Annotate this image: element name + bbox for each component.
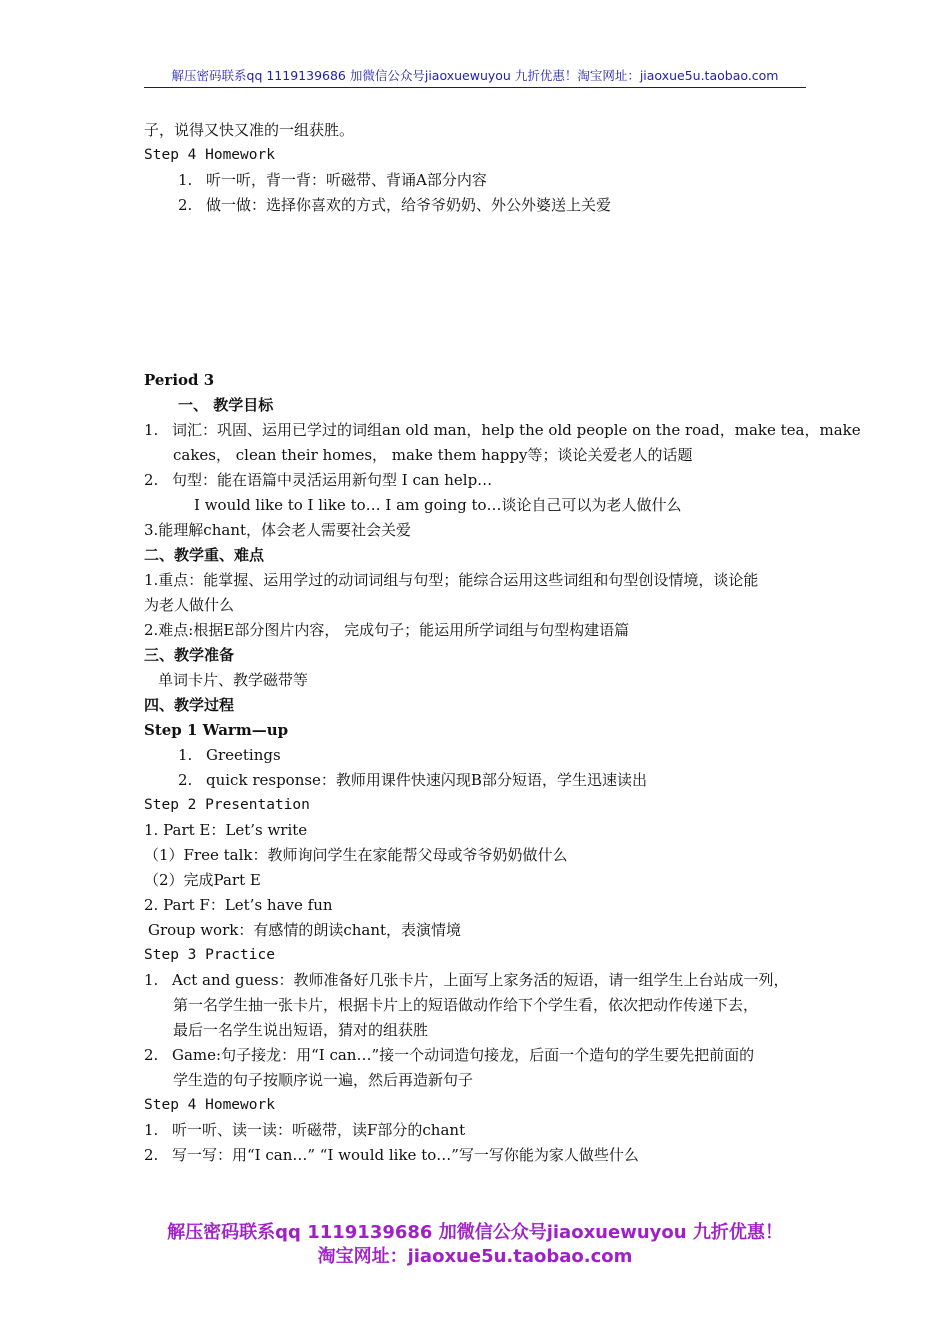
spacer [144, 218, 814, 368]
list-number: 2. [178, 196, 193, 214]
list-number: 1. [144, 421, 159, 439]
step2-heading: Step 2 Presentation [144, 797, 310, 813]
list-number: 1. [144, 1121, 159, 1139]
list-item [144, 768, 814, 793]
list-text: 听一听，背一背：听磁带、背诵A部分内容 [206, 171, 487, 189]
list-number: 1. [178, 746, 193, 764]
step4-heading: Step 4 Homework [144, 1097, 275, 1113]
sub-item: （2）完成Part E [144, 871, 261, 889]
practice-continuation: 学生造的句子按顺序说一遍，然后再造新句子 [173, 1071, 474, 1089]
practice-item [144, 1043, 814, 1068]
key-point: 1.重点：能掌握、运用学过的动词词组与句型；能综合运用这些词组和句型创设情境，谈论能 [144, 571, 759, 589]
list-number: 2. [144, 1046, 159, 1064]
page-header: 解压密码联系qq 1119139686 加微信公众号jiaoxuewuyou 九折优惠！淘宝网址：jiaoxue5u.taobao.com [144, 66, 806, 88]
goal-text: 句型：能在语篇中灵活运用新句型 I can help… [172, 471, 493, 489]
practice-item [144, 968, 814, 993]
goal-item: 3.能理解chant，体会老人需要社会关爱 [144, 521, 412, 539]
preparation-text: 单词卡片、教学磁带等 [158, 671, 309, 689]
homework-text: 听一听、读一读：听磁带，读F部分的chant [172, 1121, 466, 1139]
document-body [144, 118, 861, 1168]
list-number: 2. [178, 771, 193, 789]
list-text: Greetings [206, 746, 281, 764]
part-e-line: 1. Part E：Let’s write [144, 821, 308, 839]
goal-continuation: I would like to I like to… I am going to…谈论自己可以为老人做什么 [194, 496, 682, 514]
list-item [144, 743, 814, 768]
footer-line: 淘宝网址：jiaoxue5u.taobao.com [317, 1246, 633, 1267]
section-heading: 一、 教学目标 [178, 396, 274, 414]
goal-continuation: cakes， clean their homes， make them happy等；谈论关爱老人的话题 [173, 446, 693, 464]
sub-item: （1）Free talk：教师询问学生在家能帮父母或爷爷奶奶做什么 [144, 846, 568, 864]
continued-text: 子，说得又快又准的一组获胜。 [144, 121, 355, 139]
list-number: 2. [144, 1146, 159, 1164]
footer-line: 解压密码联系qq 1119139686 加微信公众号jiaoxuewuyou 九折优惠！ [167, 1222, 783, 1243]
homework-item [144, 1118, 814, 1143]
step4-heading: Step 4 Homework [144, 147, 275, 163]
key-point-continuation: 为老人做什么 [144, 596, 235, 614]
list-number: 2. [144, 471, 159, 489]
section-heading: 四、教学过程 [144, 696, 235, 714]
step3-heading: Step 3 Practice [144, 947, 275, 963]
list-number: 1. [178, 171, 193, 189]
list-text: quick response：教师用课件快速闪现B部分短语，学生迅速读出 [206, 771, 647, 789]
goal-item [144, 418, 861, 443]
period-title: Period 3 [144, 371, 215, 389]
list-item [144, 168, 814, 193]
step1-heading: Step 1 Warm—up [144, 721, 289, 739]
list-text: 做一做：选择你喜欢的方式，给爷爷奶奶、外公外婆送上关爱 [206, 196, 612, 214]
section-heading: 二、教学重、难点 [144, 546, 265, 564]
homework-item [144, 1143, 814, 1168]
practice-continuation: 第一名学生抽一张卡片，根据卡片上的短语做动作给下个学生看，依次把动作传递下去， [173, 996, 759, 1014]
goal-item [144, 468, 814, 493]
group-work-line: Group work：有感情的朗读chant，表演情境 [148, 921, 462, 939]
homework-text: 写一写：用“I can…” “I would like to…”写一写你能为家人做些什么 [172, 1146, 639, 1164]
difficult-point: 2.难点:根据E部分图片内容， 完成句子；能运用所学词组与句型构建语篇 [144, 621, 630, 639]
part-f-line: 2. Part F：Let’s have fun [144, 896, 333, 914]
practice-continuation: 最后一名学生说出短语，猜对的组获胜 [173, 1021, 429, 1039]
practice-text: Act and guess：教师准备好几张卡片，上面写上家务活的短语，请一组学生上台站成一列， [172, 971, 789, 989]
list-item [144, 193, 814, 218]
section-heading: 三、教学准备 [144, 646, 235, 664]
list-number: 1. [144, 971, 159, 989]
goal-text: 词汇：巩固、运用已学过的词组an old man，help the old people on the road，make tea，make [172, 421, 861, 439]
practice-text: Game:句子接龙：用“I can…”接一个动词造句接龙，后面一个造句的学生要先把前面的 [172, 1046, 755, 1064]
